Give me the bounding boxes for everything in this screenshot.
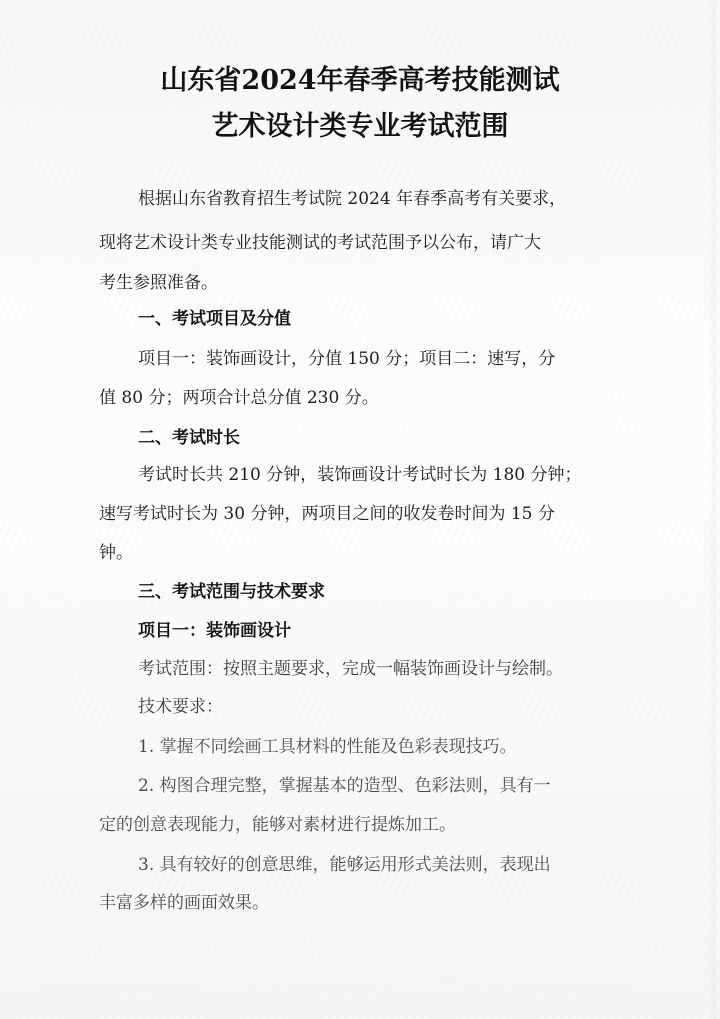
section3-scope: 考试范围：按照主题要求，完成一幅装饰画设计与绘制。 xyxy=(138,659,563,679)
section2-line2: 速写考试时长为 30 分钟，两项目之间的收发卷时间为 15 分 xyxy=(99,504,555,524)
section3-req3-line1: 3. 具有较好的创意思维，能够运用形式美法则，表现出 xyxy=(138,855,551,875)
section1-line2: 值 80 分；两项合计总分值 230 分。 xyxy=(99,388,379,408)
document-title-line2: 艺术设计类专业考试范围 xyxy=(211,111,509,142)
section3-heading: 三、考试范围与技术要求 xyxy=(138,582,325,602)
section2-line3: 钟。 xyxy=(99,543,133,563)
section2-line1: 考试时长共 210 分钟，装饰画设计考试时长为 180 分钟； xyxy=(138,465,582,485)
section3-subheading: 项目一：装饰画设计 xyxy=(138,621,291,641)
intro-line2: 现将艺术设计类专业技能测试的考试范围予以公布，请广大 xyxy=(99,233,541,253)
intro-line3: 考生参照准备。 xyxy=(99,273,218,293)
section3-req1: 1. 掌握不同绘画工具材料的性能及色彩表现技巧。 xyxy=(138,737,517,757)
section3-tech-label: 技术要求： xyxy=(138,697,223,717)
document-title-line1: 山东省2024年春季高考技能测试 xyxy=(160,65,560,96)
section3-req3-line2: 丰富多样的画面效果。 xyxy=(99,893,269,913)
section1-line1: 项目一：装饰画设计，分值 150 分；项目二：速写，分 xyxy=(138,349,556,369)
section3-req2-line1: 2. 构图合理完整，掌握基本的造型、色彩法则，具有一 xyxy=(138,776,551,796)
section2-heading: 二、考试时长 xyxy=(138,428,240,448)
section3-req2-line2: 定的创意表现能力，能够对素材进行提炼加工。 xyxy=(99,815,456,835)
page-edge-shadow xyxy=(708,0,716,1019)
section1-heading: 一、考试项目及分值 xyxy=(138,309,291,329)
intro-line1: 根据山东省教育招生考试院 2024 年春季高考有关要求， xyxy=(138,189,567,209)
